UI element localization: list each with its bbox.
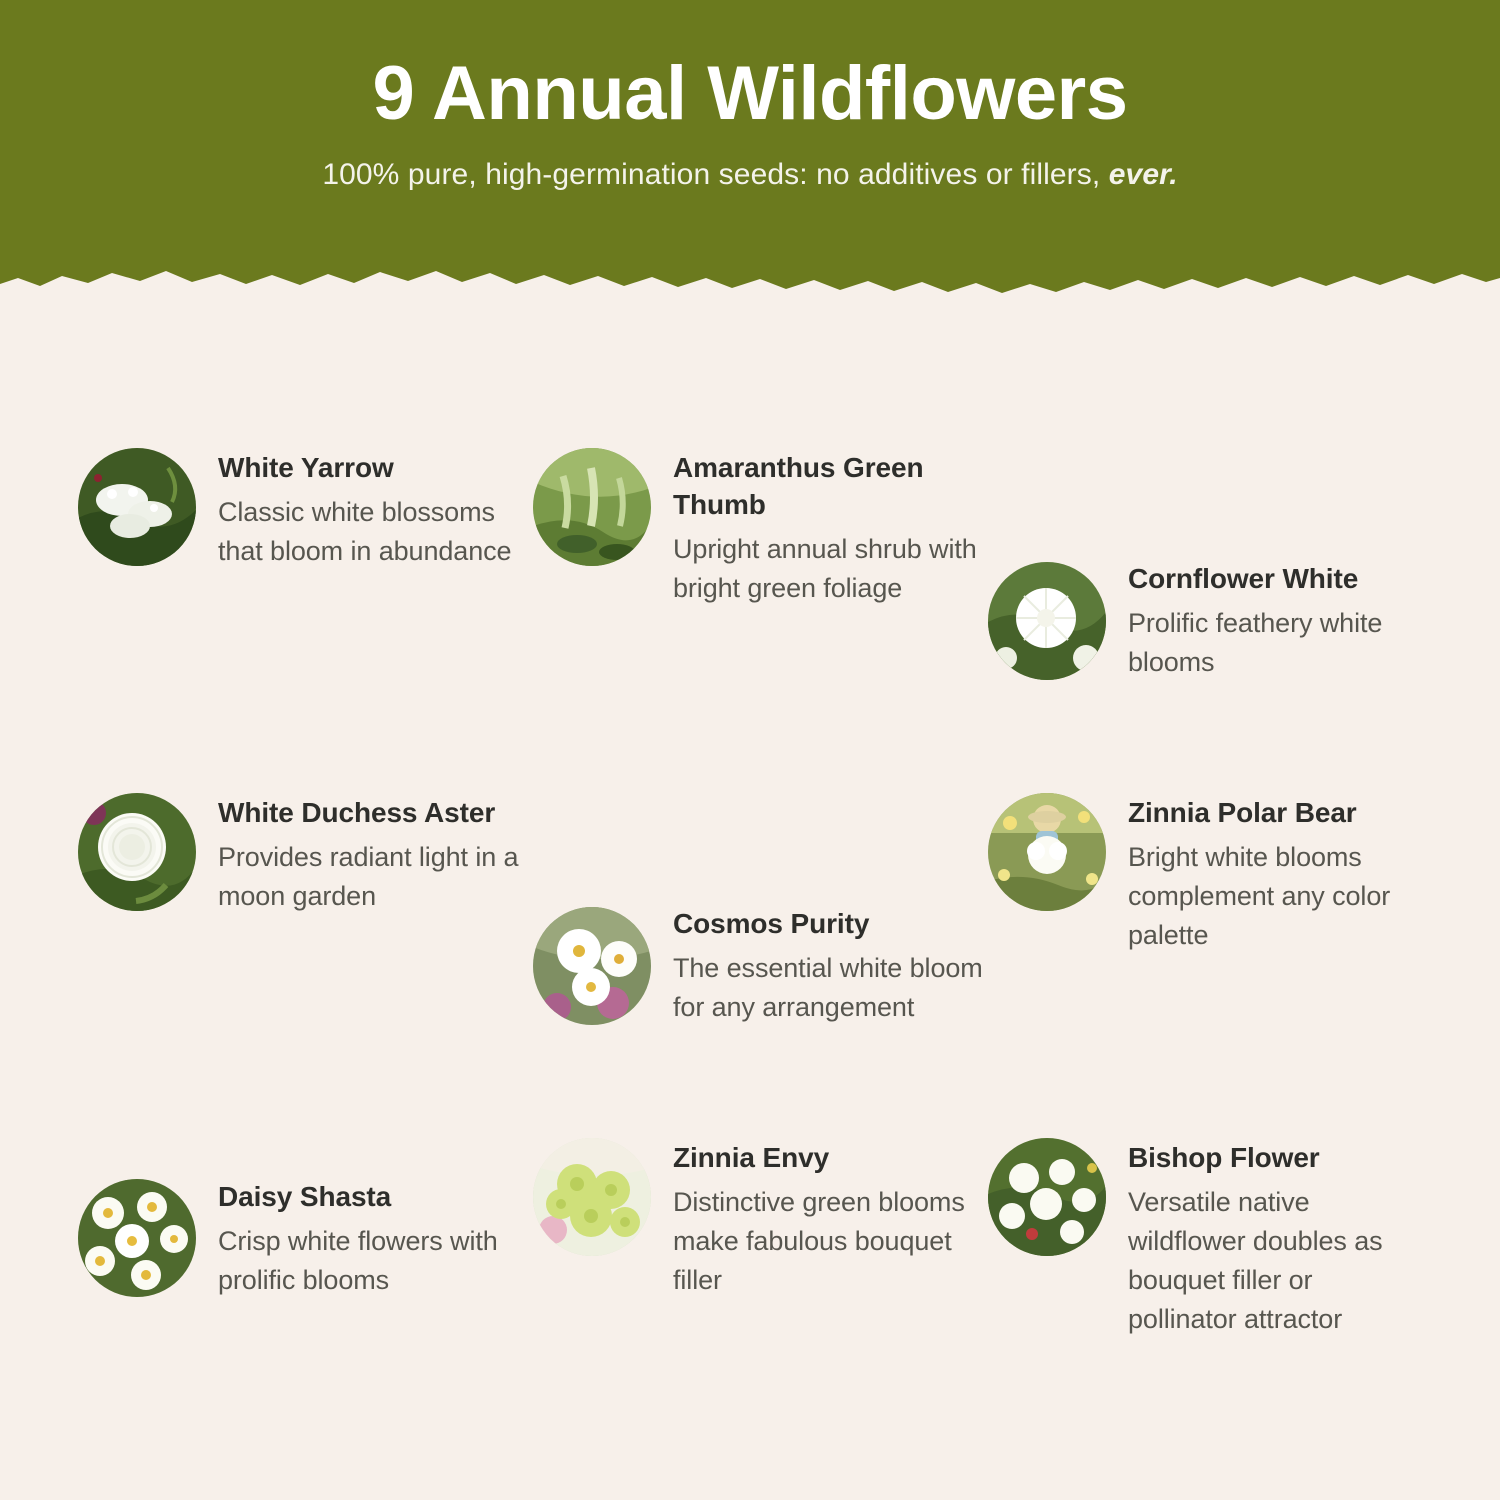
zinnia-polar-bear-photo (988, 793, 1106, 911)
page-subtitle (0, 158, 1500, 192)
flower-name: Cosmos Purity (673, 908, 870, 940)
flower-item-zinnia-polar-bear (988, 793, 1428, 1138)
flower-item-white-duchess-aster (78, 793, 533, 1138)
flower-name: Cornflower White (1128, 563, 1359, 595)
flower-item-cornflower-white (988, 448, 1428, 793)
flower-description: Upright annual shrub with bright green foliage (673, 533, 977, 603)
flower-name: Bishop Flower (1128, 1142, 1320, 1173)
flower-description: Prolific feathery white blooms (1128, 608, 1383, 677)
flower-description: Bright white blooms complement any color palette (1128, 841, 1391, 950)
flower-name: Zinnia Polar Bear (1128, 797, 1357, 828)
flower-name: Daisy Shasta (218, 1180, 392, 1212)
flower-name: White Duchess Aster (218, 797, 496, 828)
flower-item-amaranthus-green-thumb (533, 448, 988, 793)
flower-description: The essential white bloom for any arrangement (673, 953, 983, 1022)
cornflower-white-photo (988, 562, 1106, 680)
header-banner (0, 0, 1500, 300)
flower-description: Classic white blossoms that bloom in abundance (218, 496, 512, 566)
flower-description: Distinctive green blooms make fabulous bouquet filler (673, 1186, 965, 1295)
flower-item-bishop-flower (988, 1138, 1428, 1338)
subtitle-main-text: 100% pure, high-germination seeds: no additives or fillers, (322, 157, 1109, 191)
amaranthus-green-thumb-photo (533, 448, 651, 566)
bishop-flower-photo (988, 1138, 1106, 1256)
flower-description: Crisp white flowers with prolific blooms (218, 1225, 498, 1295)
flower-description: Versatile native wildflower doubles as bouquet filler or pollinator attractor (1128, 1186, 1383, 1334)
zinnia-envy-photo (533, 1138, 651, 1256)
flower-item-cosmos-purity (533, 793, 988, 1138)
page-title: 9 Annual Wildflowers (372, 51, 1128, 136)
cosmos-purity-photo (533, 907, 651, 1025)
flower-item-daisy-shasta (78, 1138, 533, 1338)
flower-description: Provides radiant light in a moon garden (218, 841, 519, 911)
flower-item-white-yarrow (78, 448, 533, 793)
flower-name: White Yarrow (218, 452, 394, 483)
flower-name: Zinnia Envy (673, 1142, 830, 1173)
subtitle-emphasis-text: ever. (1108, 157, 1178, 191)
flower-grid (78, 448, 1428, 1338)
white-duchess-aster-photo (78, 793, 196, 911)
white-yarrow-photo (78, 448, 196, 566)
flower-name: Amaranthus Green Thumb (673, 452, 924, 520)
daisy-shasta-photo (78, 1179, 196, 1297)
flower-item-zinnia-envy (533, 1138, 988, 1338)
torn-paper-edge-icon (0, 262, 1500, 300)
